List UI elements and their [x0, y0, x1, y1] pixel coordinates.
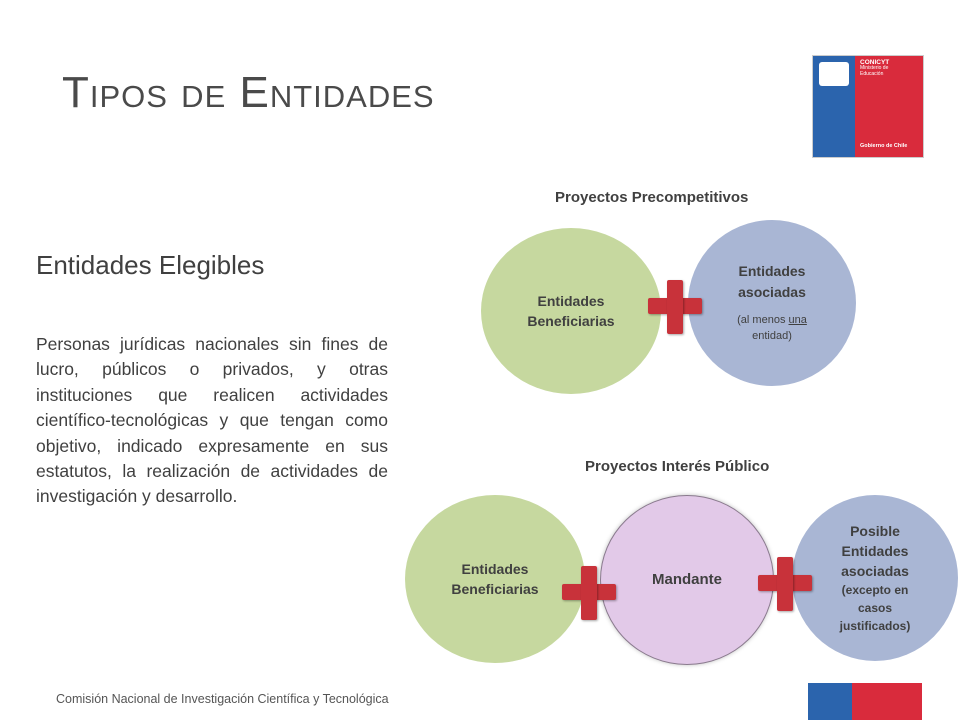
precompetitivos-title: Proyectos Precompetitivos [555, 189, 749, 206]
logo-red-band [855, 56, 923, 157]
circle-label-line2: Beneficiarias [527, 313, 615, 329]
circle-label-line1: Entidades [738, 263, 806, 280]
circle-entidades-asociadas-pre [688, 220, 856, 386]
circle-entidades-beneficiarias-pre [481, 228, 661, 394]
logo-ministry-line2: Educación [860, 71, 884, 78]
footer-text: Comisión Nacional de Investigación Científica y Tecnológica [56, 692, 389, 706]
logo-blue-band [813, 56, 855, 157]
logo-brand-name: CONICYT [860, 59, 890, 66]
circle-note-line3: justificados) [839, 619, 911, 634]
circle-label-line1: Entidades [461, 560, 529, 577]
circle-label-line3: asociadas [841, 563, 909, 580]
logo-government: Gobierno de Chile [860, 143, 908, 149]
logo-ministry-line1: Ministerio de [860, 65, 889, 72]
interes-publico-title: Proyectos Interés Público [585, 458, 770, 475]
circle-posible-entidades [792, 495, 958, 661]
note-suffix: entidad) [752, 330, 792, 343]
conicyt-logo [812, 55, 924, 158]
logo-brand [860, 59, 889, 78]
circle-note-line2: casos [857, 601, 893, 616]
plus-icon [648, 280, 702, 334]
circle-label-line2: Beneficiarias [451, 581, 539, 597]
circle-note-line1: (excepto en [841, 583, 909, 598]
circle-label-line1: Entidades [537, 292, 605, 309]
section-subtitle: Entidades Elegibles [36, 250, 265, 280]
body-paragraph: Personas jurídicas nacionales sin fines de lucro, públicos o privados, y otras instituciones que realicen actividades científico-tecnológicas y que tengan como objetivo, indicado expresamente en sus estatutos, la realización de actividades de investigación y desarrollo. [36, 334, 388, 507]
slide-title: Tipos de Entidades [62, 68, 435, 117]
note-prefix: (al menos [737, 313, 789, 326]
crest-icon [819, 62, 849, 86]
circle-label-line2: Entidades [841, 542, 909, 559]
circle-entidades-beneficiarias-ip [405, 495, 585, 663]
note-underlined: una [788, 313, 807, 326]
circle-label: Mandante [651, 571, 722, 589]
circle-label-line1: Posible [850, 522, 900, 539]
plus-icon [562, 566, 616, 620]
circle-note [737, 312, 807, 345]
circle-label-line2: asociadas [738, 283, 806, 300]
plus-icon [758, 557, 812, 611]
footer-flag [808, 683, 922, 720]
circle-mandante [600, 495, 774, 665]
